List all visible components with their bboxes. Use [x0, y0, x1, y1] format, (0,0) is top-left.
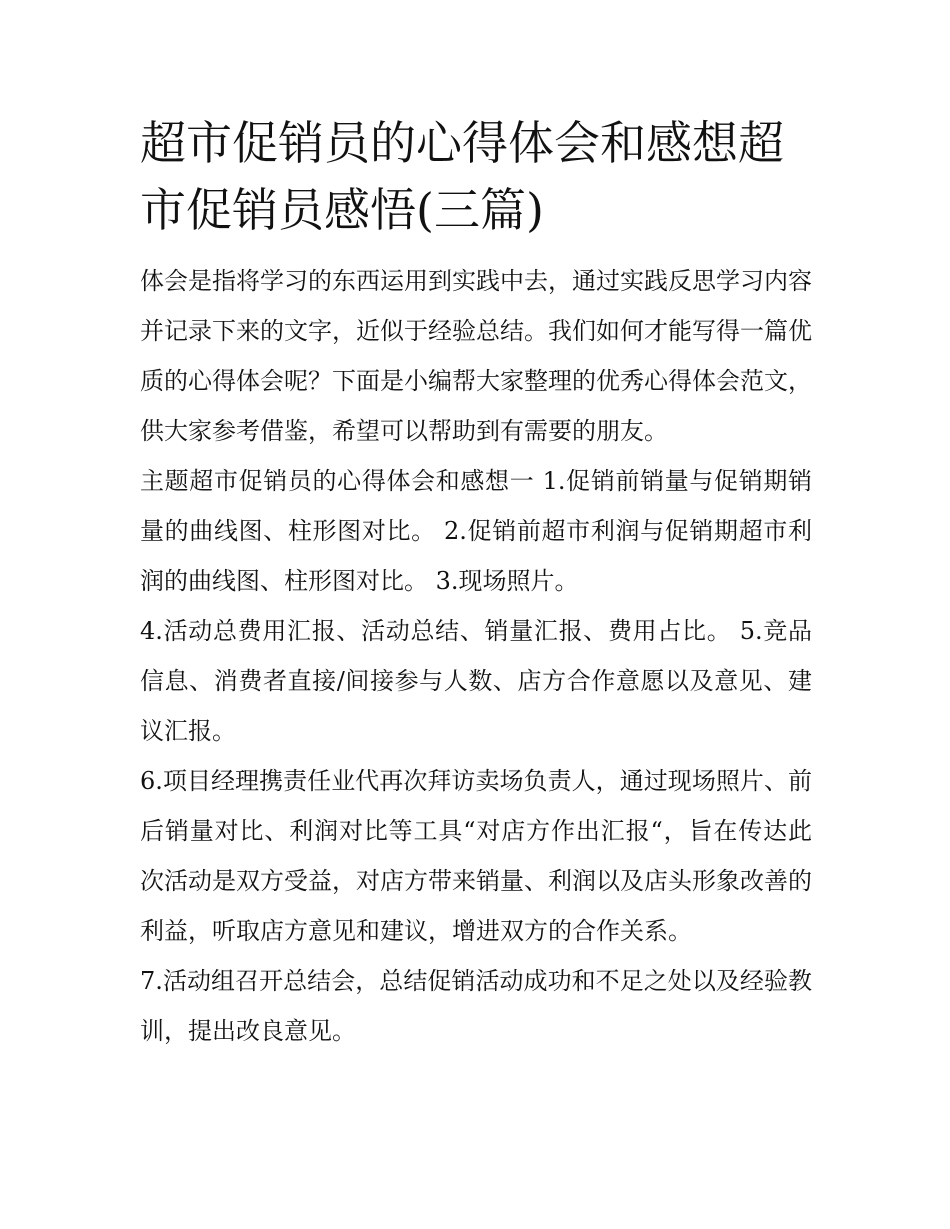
paragraph-item-6: 6.项目经理携责任业代再次拜访卖场负责人，通过现场照片、前后销量对比、利润对比等工具“对店方作出汇报“，旨在传达此次活动是双方受益，对店方带来销量、利润以及店头形象改善的利益，听取店方意见和建议，增进双方的合作关系。 [140, 767, 812, 945]
paragraph-item-7: 7.活动组召开总结会，总结促销活动成功和不足之处以及经验教训，提出改良意见。 [140, 967, 812, 1045]
paragraph-items-4-5: 4.活动总费用汇报、活动总结、销量汇报、费用占比。 5.竞品信息、消费者直接/间接参与人数、店方合作意愿以及意见、建议汇报。 [140, 617, 812, 745]
document-title: 超市促销员的心得体会和感想超市促销员感悟(三篇) [140, 116, 784, 237]
document-page [140, 110, 812, 1056]
paragraph-intro: 体会是指将学习的东西运用到实践中去，通过实践反思学习内容并记录下来的文字，近似于经验总结。我们如何才能写得一篇优质的心得体会呢？下面是小编帮大家整理的优秀心得体会范文，供大家参考借鉴，希望可以帮助到有需要的朋友。 [140, 267, 812, 445]
paragraph-items-1-3: 主题超市促销员的心得体会和感想一 1.促销前销量与促销期销量的曲线图、柱形图对比。 2.促销前超市利润与促销期超市利润的曲线图、柱形图对比。 3.现场照片。 [140, 467, 812, 595]
